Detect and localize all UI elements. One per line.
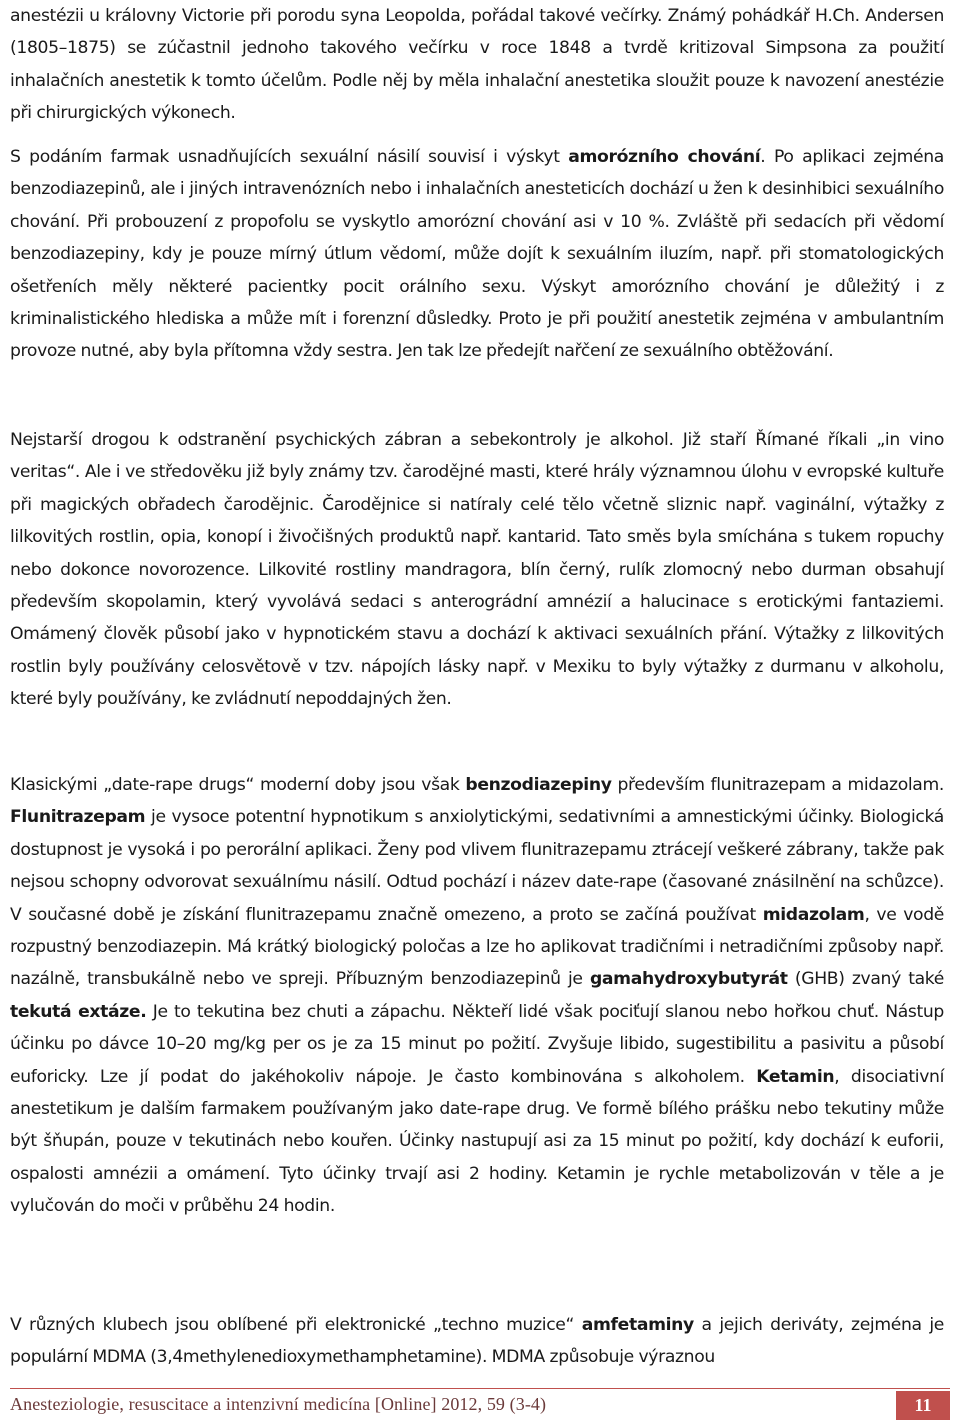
page-footer — [10, 1384, 950, 1420]
text: Je to tekutina bez chuti a zápachu. Někteří lidé však pociťují slanou nebo hořkou chuť. Nástup účinku po dávce 10–20 mg/kg per os je za 15 minut po požití. Zvyšuje libido, sugestibilitu a pasivitu a působí euforicky. Lze jí podat do jakéhokoliv nápoje. Je často kombinována s alkoholem. — [10, 1001, 944, 1087]
bold-term-benzodiazepines: benzodiazepiny — [465, 775, 612, 795]
bold-term-ghb: gamahydroxybutyrát — [589, 969, 788, 990]
text: S podáním farmak usnadňujících sexuální násilí souvisí i výskyt — [10, 147, 569, 167]
text: především flunitrazepam a midazolam. — [611, 775, 944, 795]
text: je vysoce potentní hypnotikum s anxiolytickými, sedativními a amnestickými účinky. Biologická dostupnost je vysoká i po perorální aplikaci. Ženy pod vlivem flunitrazepamu ztrácejí veškeré zábrany, takže pak nejsou schopny odvorovat sexuálnímu násilí. Odtud pochází i název date-rape (časované znásilnění na schůzce). V současné době je získání flunitrazepamu značně omezeno, a proto se začíná používat — [10, 807, 944, 925]
bold-term-liquid-ecstasy: tekutá extáze. — [10, 1001, 147, 1022]
paragraph-alcohol-history — [10, 424, 944, 716]
paragraph-amorous-behavior — [10, 141, 944, 368]
text: Klasickými „date-rape drugs“ moderní doby jsou však — [10, 775, 466, 795]
bold-term-amphetamines: amfetaminy — [581, 1315, 694, 1335]
paragraph-date-rape-drugs — [10, 769, 944, 1223]
text: anestézii u královny Victorie při porodu syna Leopolda, pořádal takové večírky. Známý pohádkář H.Ch. Andersen (1805–1875) se zúčastnil jednoho takového večírku v roce 1848 a tvrdě kritizoval Simpsona za použití inhalačních anestetik k tomto účelům. Podle něj by měla inhalační anestetika sloužit pouze k navození anestézie při chirurgických výkonech. — [10, 6, 944, 123]
text: , disociativní anestetikum je dalším farmakem používaným jako date-rape drug. Ve formě bílého prášku nebo tekutiny může být šňupán, pouze v tekutinách nebo kouřen. Účinky nastupují asi za 15 minut po požití, kdy dochází k euforii, ospalosti amnézii a omámení. Tyto účinky trvají asi 2 hodiny. Ketamin je rychle metabolizován v těle a je vylučován do moči v průběhu 24 hodin. — [10, 1066, 944, 1217]
bold-term-flunitrazepam: Flunitrazepam — [10, 807, 146, 828]
text: . Po aplikaci zejména benzodiazepinů, ale i jiných intravenózních nebo i inhalačních anesteticích dochází u žen k desinhibici sexuálního chování. Při probouzení z propofolu se vyskytlo amorózní chování asi v 10 %. Zvláště při sedacích při vědomí benzodiazepiny, kdy je pouze mírný útlum vědomí, může dojít k sexuálním iluzím, např. při stomatologických ošetřeních měly některé pacientky pocit orálního sexu. Výskyt amorózního chování je důležitý i z kriminalistického hlediska a může mít i forenzní důsledky. Proto je při použití anestetik zejména v ambulantním provoze nutné, aby byla přítomna vždy sestra. Jen tak lze předejít nařčení ze sexuálního obtěžování. — [10, 147, 944, 362]
paragraph-andersen — [10, 0, 944, 129]
bold-term-amorous-behavior: amorózního chování — [568, 147, 761, 167]
text: , ve vodě rozpustný benzodiazepin. Má krátký biologický poločas a lze ho aplikovat tradičními i netradičními způsoby např. nazálně, transbukálně nebo ve spreji. Příbuzným benzodiazepinů je — [10, 904, 944, 990]
text: V různých klubech jsou oblíbené při elektronické „techno muzice“ — [10, 1315, 582, 1335]
text: Nejstarší drogou k odstranění psychických zábran a sebekontroly je alkohol. Již staří Římané říkali „in vino veritas“. Ale i ve středověku již byly známy tzv. čarodějné masti, které hrály významnou úlohu v evropské kultuře při magických obřadech čarodějnic. Čarodějnice si natíraly celé tělo včetně sliznic např. vaginální, výtažky z lilkovitých rostlin, opia, konopí i živočišných produktů např. kantarid. Tato směs byla smíchána s tukem ropuchy nebo dokonce novorozence. Lilkovité rostliny mandragora, blín černý, rulík zlomocný nebo durman obsahují především skopolamin, který vyvolává sedaci s anterográdní amnézií a halucinace s erotickými fantaziemi. Omámený člověk působí jako v hypnotickém stavu a dochází k aktivaci sexuálních přání. Výtažky z lilkovitých rostlin byly používány celosvětově v tzv. nápojích lásky např. v Mexiku to byly výtažky z durmanu v alkoholu, které byly používány, ke zvládnutí nepoddajných žen. — [10, 430, 944, 710]
bold-term-ketamine: Ketamin — [756, 1066, 835, 1087]
bold-term-midazolam: midazolam — [762, 904, 865, 925]
footer-divider — [10, 1388, 950, 1389]
journal-citation: Anesteziologie, resuscitace a intenzivní medicína [Online] 2012, 59 (3-4) — [10, 1394, 547, 1414]
paragraph-amphetamines — [10, 1309, 944, 1374]
text: a jejich deriváty, zejména je populární MDMA (3,4methylenedioxymethamphetamine). MDMA způsobuje výraznou — [10, 1315, 944, 1368]
text: (GHB) zvaný také — [787, 969, 944, 990]
page-number: 11 — [896, 1391, 950, 1420]
